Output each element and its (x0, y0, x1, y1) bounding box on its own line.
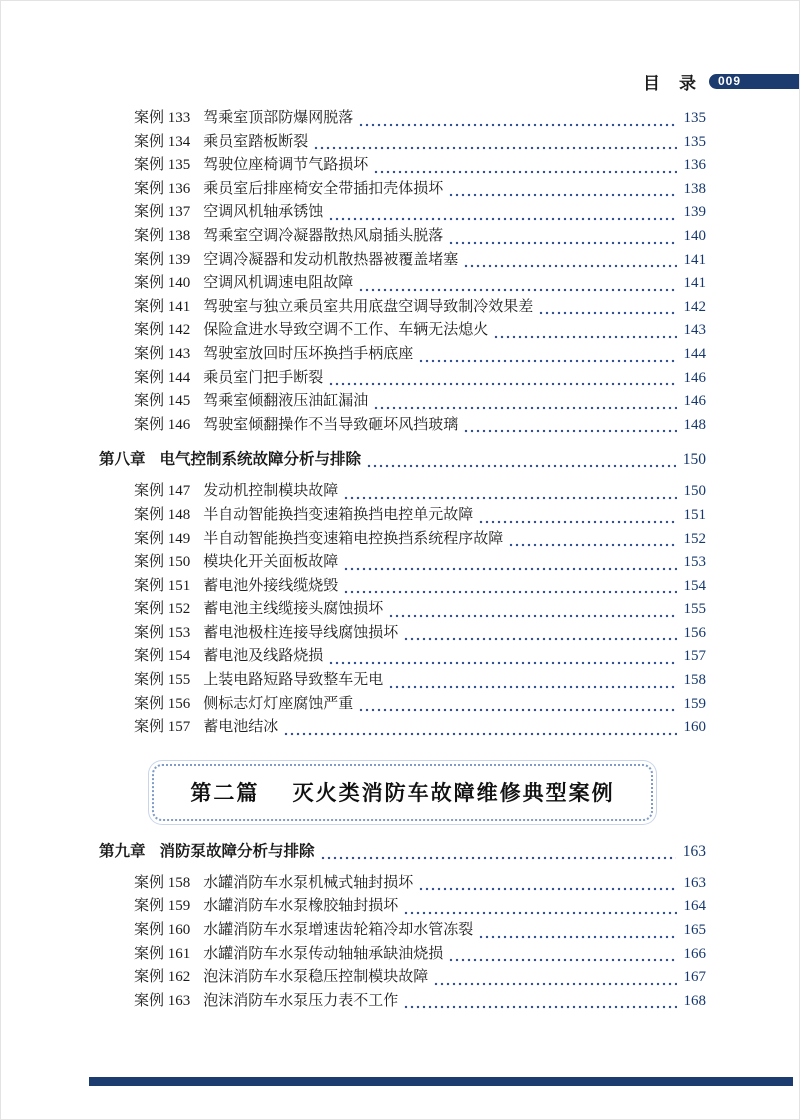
page-number: 160 (683, 719, 706, 736)
case-title: 侧标志灯灯座腐蚀严重 (203, 695, 354, 712)
case-number: 案例 157 (134, 719, 191, 736)
case-title: 空调冷凝器和发动机散热器被覆盖堵塞 (203, 251, 459, 268)
toc-entry-row (99, 693, 706, 717)
case-title: 蓄电池外接线缆烧毁 (203, 577, 339, 594)
case-number: 案例 140 (134, 275, 191, 292)
toc-entry-row (99, 131, 706, 155)
case-number: 案例 151 (134, 577, 191, 594)
page-number: 159 (683, 695, 706, 712)
dot-leader (328, 382, 676, 386)
page-number: 168 (683, 992, 706, 1009)
case-number: 案例 150 (134, 554, 191, 571)
case-number: 案例 133 (134, 110, 191, 126)
dot-leader (463, 429, 676, 433)
case-title: 驾驶室倾翻操作不当导致砸坏风挡玻璃 (203, 416, 459, 433)
dot-leader (373, 170, 676, 174)
page-number: 139 (683, 204, 706, 221)
dot-leader (366, 464, 676, 468)
case-title: 水罐消防车水泵机械式轴封损坏 (203, 874, 414, 891)
page-number: 150 (683, 483, 706, 500)
toc-entry-row (99, 249, 706, 273)
case-title: 上装电路短路导致整车无电 (203, 672, 384, 689)
case-title: 乘员室踏板断裂 (203, 133, 309, 150)
dot-leader (343, 590, 676, 594)
case-title: 驾驶位座椅调节气路损坏 (203, 157, 369, 174)
dot-leader (358, 123, 676, 127)
page-number: 141 (683, 275, 706, 292)
page-number: 136 (683, 157, 706, 174)
case-title: 蓄电池及线路烧损 (203, 648, 324, 665)
page-number: 140 (683, 227, 706, 244)
case-number: 案例 161 (134, 945, 191, 962)
toc-entry-row (99, 966, 706, 990)
case-number: 案例 159 (134, 898, 191, 915)
case-title: 驾乘室顶部防爆网脱落 (203, 110, 354, 126)
case-number: 案例 156 (134, 695, 191, 712)
page-number: 163 (682, 842, 706, 860)
part-banner-row (99, 764, 706, 821)
toc-entry-row (99, 575, 706, 599)
dot-leader (343, 496, 676, 500)
part-label: 第二篇 (190, 780, 260, 805)
dot-leader (358, 288, 676, 292)
dot-leader (403, 637, 676, 641)
toc-chapter-row (99, 448, 706, 472)
page-number: 155 (683, 601, 706, 618)
chapter-title: 消防泵故障分析与排除 (159, 842, 315, 860)
toc-entry-row (99, 598, 706, 622)
case-number: 案例 144 (134, 369, 191, 386)
dot-leader (373, 406, 676, 410)
page-number: 143 (683, 322, 706, 339)
dot-leader (418, 887, 676, 891)
case-title: 水罐消防车水泵橡胶轴封损坏 (203, 898, 399, 915)
dot-leader (313, 146, 676, 150)
header-title: 目 录 (643, 73, 697, 93)
case-title: 水罐消防车水泵增速齿轮箱冷却水管冻裂 (203, 922, 474, 939)
header-page-bar (709, 74, 799, 89)
toc-entry-row (99, 178, 706, 202)
page-number: 154 (683, 577, 706, 594)
case-number: 案例 138 (134, 227, 191, 244)
case-number: 案例 160 (134, 922, 191, 939)
case-number: 案例 147 (134, 483, 191, 500)
case-title: 空调风机轴承锈蚀 (203, 204, 324, 221)
case-number: 案例 153 (134, 624, 191, 641)
case-title: 泡沫消防车水泵压力表不工作 (203, 992, 399, 1009)
toc-entry-row (99, 296, 706, 320)
page-number: 141 (683, 251, 706, 268)
case-number: 案例 148 (134, 506, 191, 523)
dot-leader (493, 335, 676, 339)
dot-leader (418, 359, 676, 363)
dot-leader (388, 614, 676, 618)
dot-leader (283, 732, 676, 736)
page-number: 146 (683, 393, 706, 410)
toc-entry-row (99, 895, 706, 919)
case-number: 案例 141 (134, 298, 191, 315)
case-title: 驾驶室放回时压坏换挡手柄底座 (203, 345, 414, 362)
page-number: 164 (683, 898, 706, 915)
page-number: 142 (683, 298, 706, 315)
toc-entry-row (99, 551, 706, 575)
case-number: 案例 154 (134, 648, 191, 665)
case-number: 案例 135 (134, 157, 191, 174)
dot-leader (538, 311, 676, 315)
case-number: 案例 134 (134, 133, 191, 150)
toc-entry-row (99, 367, 706, 391)
case-title: 蓄电池主线缆接头腐蚀损坏 (203, 601, 384, 618)
case-title: 保险盒进水导致空调不工作、车辆无法熄火 (203, 322, 489, 339)
toc-entry-row (99, 201, 706, 225)
page-number: 146 (683, 369, 706, 386)
case-title: 乘员室后排座椅安全带插扣壳体损坏 (203, 180, 444, 197)
dot-leader (448, 193, 676, 197)
dot-leader (433, 982, 676, 986)
page-number: 152 (683, 530, 706, 547)
case-number: 案例 152 (134, 601, 191, 618)
page-number: 153 (683, 554, 706, 571)
case-number: 案例 162 (134, 969, 191, 986)
case-title: 发动机控制模块故障 (203, 483, 339, 500)
toc-entry-row (99, 943, 706, 967)
part-title: 灭火类消防车故障维修典型案例 (292, 780, 615, 805)
case-number: 案例 146 (134, 416, 191, 433)
dot-leader (328, 661, 676, 665)
case-number: 案例 137 (134, 204, 191, 221)
case-number: 案例 163 (134, 992, 191, 1009)
toc-entry-row (99, 504, 706, 528)
toc-entry-row (99, 390, 706, 414)
toc-entry-row (99, 645, 706, 669)
page-number: 166 (683, 945, 706, 962)
case-number: 案例 139 (134, 251, 191, 268)
page-number: 138 (683, 180, 706, 197)
page-header (1, 71, 799, 91)
dot-leader (448, 241, 676, 245)
case-title: 半自动智能换挡变速箱换挡电控单元故障 (203, 506, 474, 523)
toc-chapter-row (99, 840, 706, 864)
dot-leader (388, 685, 676, 689)
page-number: 150 (682, 451, 706, 469)
toc-entry-row (99, 272, 706, 296)
case-title: 驾乘室空调冷凝器散热风扇插头脱落 (203, 227, 444, 244)
page-number: 157 (683, 648, 706, 665)
dot-leader (358, 708, 676, 712)
case-number: 案例 158 (134, 874, 191, 891)
toc-entry-row (99, 319, 706, 343)
toc-entry-row (99, 225, 706, 249)
case-number: 案例 145 (134, 393, 191, 410)
dot-leader (403, 911, 676, 915)
chapter-number: 第八章 (99, 451, 146, 469)
dot-leader (478, 520, 676, 524)
toc-entry-row (99, 528, 706, 552)
case-number: 案例 149 (134, 530, 191, 547)
dot-leader (328, 217, 676, 221)
toc-entry-row (99, 343, 706, 367)
case-number: 案例 142 (134, 322, 191, 339)
dot-leader (478, 935, 676, 939)
case-title: 驾乘室倾翻液压油缸漏油 (203, 393, 369, 410)
page-number: 158 (683, 672, 706, 689)
case-number: 案例 136 (134, 180, 191, 197)
dot-leader (463, 264, 676, 268)
part-banner (152, 764, 652, 821)
page-number: 167 (683, 969, 706, 986)
toc-entry-row (99, 414, 706, 438)
case-title: 半自动智能换挡变速箱电控换挡系统程序故障 (203, 530, 504, 547)
page-number: 151 (683, 506, 706, 523)
page-number: 135 (683, 110, 706, 126)
dot-leader (320, 856, 676, 860)
toc-entry-row (99, 990, 706, 1014)
case-title: 驾驶室与独立乘员室共用底盘空调导致制冷效果差 (203, 298, 534, 315)
toc-entry-row (99, 872, 706, 896)
page-number: 144 (683, 345, 706, 362)
page-number: 148 (683, 416, 706, 433)
toc-entry-row (99, 480, 706, 504)
chapter-number: 第九章 (99, 842, 146, 860)
case-title: 模块化开关面板故障 (203, 554, 339, 571)
case-number: 案例 143 (134, 345, 191, 362)
case-title: 泡沫消防车水泵稳压控制模块故障 (203, 969, 429, 986)
toc-entry-row (99, 919, 706, 943)
case-title: 水罐消防车水泵传动轴轴承缺油烧损 (203, 945, 444, 962)
case-title: 乘员室门把手断裂 (203, 369, 324, 386)
case-title: 蓄电池结冰 (203, 719, 279, 736)
page-number: 156 (683, 624, 706, 641)
toc-entry-row (99, 154, 706, 178)
toc-list (99, 107, 706, 1013)
header-page-number: 009 (718, 74, 742, 88)
dot-leader (403, 1005, 676, 1009)
toc-entry-row (99, 669, 706, 693)
dot-leader (343, 567, 676, 571)
toc-entry-row (99, 622, 706, 646)
dot-leader (508, 543, 676, 547)
page-number: 135 (683, 133, 706, 150)
dot-leader (448, 958, 676, 962)
case-title: 空调风机调速电阻故障 (203, 275, 354, 292)
case-title: 蓄电池极柱连接导线腐蚀损坏 (203, 624, 399, 641)
chapter-title: 电气控制系统故障分析与排除 (159, 451, 362, 469)
case-number: 案例 155 (134, 672, 191, 689)
toc-entry-row (99, 107, 706, 131)
page-number: 165 (683, 922, 706, 939)
footer-bar (89, 1077, 793, 1086)
toc-entry-row (99, 716, 706, 740)
page-number: 163 (683, 874, 706, 891)
